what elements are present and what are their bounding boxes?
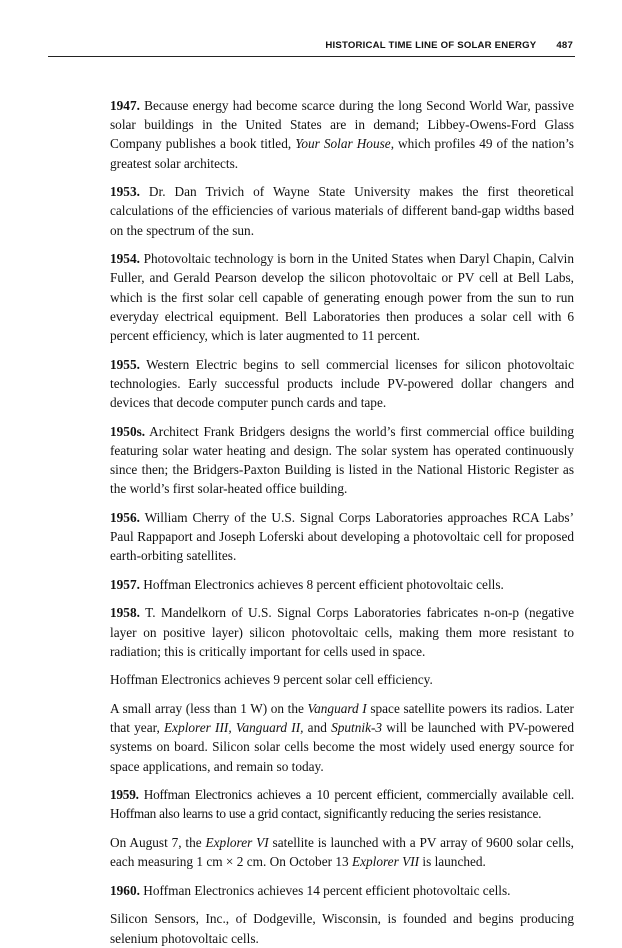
timeline-entry bbox=[110, 670, 574, 689]
italic-title: Your Solar House bbox=[295, 136, 391, 152]
timeline-entry bbox=[110, 249, 574, 345]
timeline-entry bbox=[110, 508, 574, 566]
entry-text: Because energy had become scarce during the long Second World War, passive solar buildings in the United States are in demand; Libbey-Owens-Ford Glass Company publishes a book titled, bbox=[110, 98, 574, 152]
timeline-entry bbox=[110, 881, 574, 900]
running-title: HISTORICAL TIME LINE OF SOLAR ENERGY bbox=[325, 40, 537, 51]
entry-text: Hoffman Electronics achieves 14 percent efficient photovoltaic cells. bbox=[139, 882, 511, 898]
entry-text: A small array (less than 1 W) on the bbox=[110, 701, 308, 716]
entry-text: space satellite powers its radios. Later that year, bbox=[110, 701, 574, 736]
entry-year: 1959. bbox=[110, 787, 139, 803]
italic-title: Vanguard I bbox=[307, 701, 367, 716]
entry-year: 1957. bbox=[110, 576, 140, 592]
entry-text: will be launched with PV-powered systems on board. Silicon solar cells become the most widely used energy source for space applications, and remain so today. bbox=[110, 720, 574, 774]
timeline-entry bbox=[110, 422, 574, 499]
entry-text: Hoffman Electronics achieves 8 percent efficient photovoltaic cells. bbox=[139, 576, 504, 592]
entry-year: 1950s. bbox=[110, 423, 146, 439]
timeline-entry bbox=[110, 699, 574, 776]
entry-year: 1960. bbox=[110, 882, 140, 898]
timeline-entry bbox=[110, 182, 574, 240]
timeline-entry bbox=[110, 96, 574, 173]
entry-text: satellite is launched with a PV array of 9600 solar cells, each measuring 1 cm × 2 cm. On October 13 bbox=[110, 835, 574, 870]
header-rule bbox=[48, 56, 575, 57]
timeline-entry bbox=[110, 575, 574, 594]
entry-text: T. Mandelkorn of U.S. Signal Corps Laboratories fabricates n-on-p (negative layer on positive layer) silicon photovoltaic cells, making them more resistant to radiation; this is critically important for cells used in space. bbox=[110, 605, 574, 659]
entry-text: Hoffman Electronics achieves 9 percent solar cell efficiency. bbox=[110, 672, 433, 688]
entry-text: William Cherry of the U.S. Signal Corps Laboratories approaches RCA Labs’ Paul Rappaport and Joseph Loferski about developing a photovoltaic cell for proposed earth-orbiting satellites. bbox=[110, 509, 574, 564]
italic-title: Sputnik-3 bbox=[331, 720, 383, 736]
timeline-entry bbox=[110, 909, 574, 947]
entry-text: Hoffman Electronics achieves a 10 percent efficient, commercially available cell. Hoffman also learns to use a grid contact, significantly reducing the series resistance. bbox=[110, 787, 574, 822]
entry-text: Silicon Sensors, Inc., of Dodgeville, Wisconsin, is founded and begins producing selenium photovoltaic cells. bbox=[110, 911, 574, 946]
timeline-entry bbox=[110, 355, 574, 413]
timeline-entry bbox=[110, 785, 574, 823]
entry-year: 1955. bbox=[110, 356, 140, 372]
entry-text: On August 7, the bbox=[110, 835, 206, 850]
italic-title: Explorer VII bbox=[351, 854, 420, 870]
italic-title: Explorer VI bbox=[205, 835, 269, 850]
timeline-entry bbox=[110, 833, 574, 871]
page-number: 487 bbox=[556, 40, 573, 51]
entry-text: is launched. bbox=[419, 854, 486, 870]
timeline-body bbox=[110, 96, 574, 948]
entry-text: , which profiles 49 of the nation’s greatest solar architects. bbox=[110, 136, 574, 171]
entry-year: 1947. bbox=[110, 98, 140, 113]
entry-text: and bbox=[303, 720, 332, 736]
entry-text: Western Electric begins to sell commercial licenses for silicon photovoltaic technologies. Early successful products include PV-powered dollar changers and devices that decode computer punch cards and tape. bbox=[110, 356, 574, 411]
italic-title: Explorer III, Vanguard II, bbox=[164, 720, 304, 736]
entry-year: 1954. bbox=[110, 251, 140, 267]
entry-year: 1956. bbox=[110, 509, 140, 525]
entry-text: Dr. Dan Trivich of Wayne State University makes the first theoretical calculations of the efficiencies of various materials of different band-gap widths based on the spectrum of the sun. bbox=[110, 184, 574, 238]
entry-year: 1953. bbox=[110, 184, 140, 200]
running-header bbox=[55, 40, 573, 51]
entry-text: Architect Frank Bridgers designs the world’s first commercial office building featuring solar water heating and design. The solar system has operated continuously since then; the Bridgers-Paxton Building is listed in the National Historic Register as the world’s first solar-heated office building. bbox=[110, 423, 574, 497]
entry-text: Photovoltaic technology is born in the United States when Daryl Chapin, Calvin Fuller, and Gerald Pearson develop the silicon photovoltaic or PV cell at Bell Labs, which is the first solar cell capable of generating enough power from the sun to run everyday electrical equipment. Bell Laboratories then produces a solar cell with 6 percent efficiency, which is later augmented to 11 percent. bbox=[110, 251, 574, 344]
timeline-entry bbox=[110, 603, 574, 661]
entry-year: 1958. bbox=[110, 605, 140, 621]
